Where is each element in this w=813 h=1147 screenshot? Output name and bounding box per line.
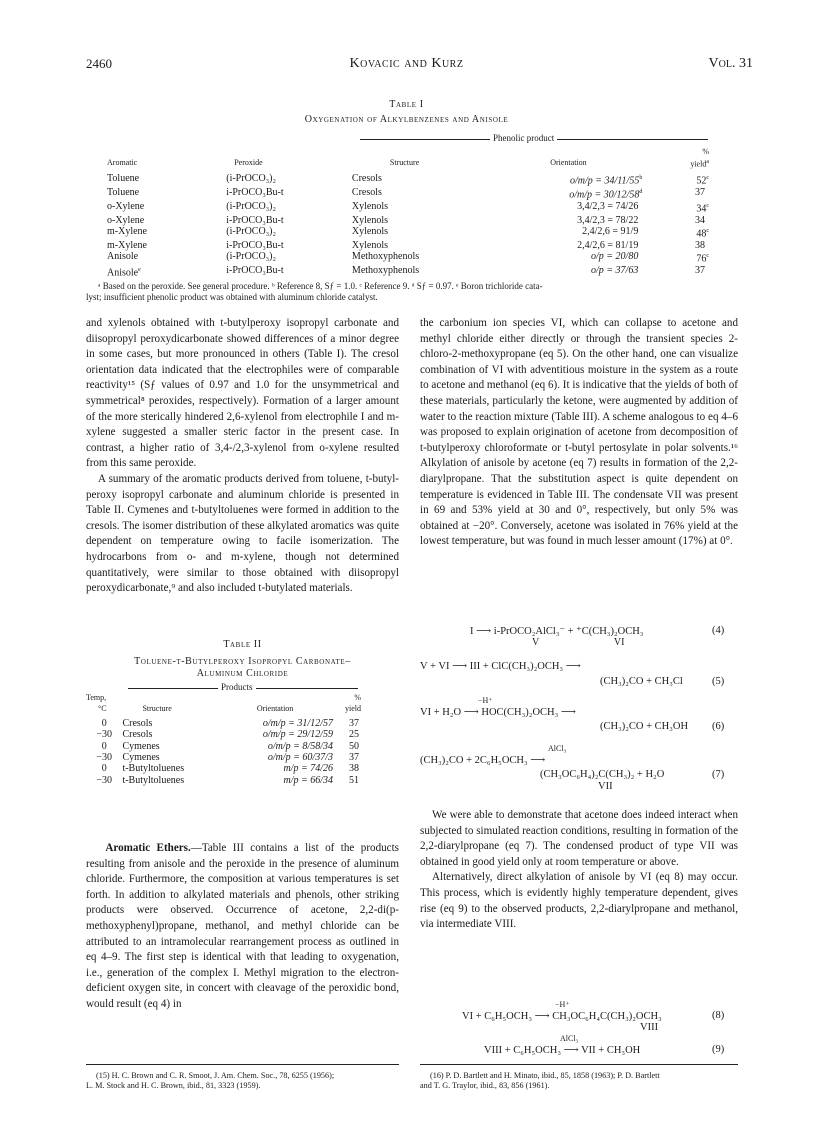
table-row: −30 Cymenes o/m/p = 60/37/3 37 bbox=[96, 752, 359, 764]
table1-col-peroxide: Peroxide bbox=[234, 158, 263, 168]
section-heading: Aromatic Ethers. bbox=[105, 842, 191, 854]
equation-5-line1: V + VI ⟶ III + ClC(CH₃)₂OCH₃ ⟶ bbox=[420, 661, 581, 672]
table1-col-yield: yield$^a$ bbox=[690, 159, 709, 170]
table1-col-orientation: Orientation bbox=[550, 158, 587, 168]
left-footnote-rule bbox=[86, 1064, 399, 1065]
equation-4-number: (4) bbox=[712, 625, 725, 636]
table-row: m-Xylene (i-PrOCO₃)₂ Xylenols 2,4/2,6 = 91/9 48$^c$ bbox=[107, 226, 709, 240]
table1-col-aromatic: Aromatic bbox=[107, 158, 138, 168]
paragraph: We were able to demonstrate that acetone does indeed interact when subjected to simulated reaction conditions, resulting in formation of the 2,2-diarylpropane (eq 7). The condensed product of type VII was obtained in good yield only at room temperature or above. bbox=[420, 809, 738, 868]
table-row: m-Xylene i-PrOCO₃Bu-t Xylenols 2,4/2,6 = 81/19 38 bbox=[107, 239, 705, 251]
table1-group-header bbox=[360, 133, 708, 145]
table-row: Toluene (i-PrOCO₃)₂ Cresols $o/m/p = 34/11/55^b$ 52$^c$ bbox=[107, 173, 709, 187]
references-left: (15) H. C. Brown and C. R. Smoot, J. Am. Chem. Soc., 78, 6255 (1956); L. M. Stock and H. C. Brown, ibid., 81, 3323 (1959). bbox=[86, 1071, 335, 1090]
equation-6-number: (6) bbox=[712, 721, 725, 732]
equation-7-number: (7) bbox=[712, 769, 725, 780]
equation-4: I ⟶ i-PrOCO₂AlCl₃⁻ + ⁺C(CH₃)₂OCH₃ bbox=[470, 626, 644, 637]
equation-5-number: (5) bbox=[712, 676, 725, 687]
table2-col-orientation: Orientation bbox=[256, 704, 294, 714]
paragraph: ​ Aromatic Ethers.—Table III contains a list of the products resulting from anisole and the peroxide in the presence of aluminum chloride. Furthermore, the composition at various temperatures is set forth. In addition to alkylated materials and phenols, other striking products were observed. Occurrence of acetone, 2,2-di(p-methoxyphenyl)propane, methanol, and methyl chloride can be attributed to an intramolecular rearrangement process as outlined in eq 4–9. The first step is identical with that leading to oxygenation, i.e., generation of the complex I. Methyl migration to the electron-deficient oxygen site, in concert with cleavage of the peroxidic bond, would result (eq 4) in bbox=[86, 842, 399, 1010]
paragraph: the carbonium ion species VI, which can collapse to acetone and methyl chloride either directly or through the transient species 2-chloro-2-methoxypropane (eq 5). On the other hand, one can visualize combination of VI with adventitious moisture in the system as a route to acetone and methanol (eq 6). It is indicative that the yields of both of these materials, particularly the ketone, were augmented by addition of water to the reaction mixture (Table III). A scheme analogous to eq 4–6 was proposed to explain origination of acetone from decomposition of t-butylperoxy chloroformate or t-butyl pertosylate in polar solvents.¹⁶ Alkylation of anisole by acetone (eq 7) results in formation of the 2,2-diarylpropane. That the substitution aspect is quite dependent on temperature is evidenced in Table III. The condensate VII was present in 69 and 53% yield at 30 and 0°, respectively, but only 5% was obtained at −20°. Conversely, acetone was isolated in 76% yield at the lowest temperature, but was found in much lesser amount (17%) at 0°. bbox=[420, 317, 738, 548]
equation-7-line2: (CH₃OC₆H₄)₂C(CH₃)₂ + H₂O bbox=[540, 769, 665, 780]
table2-col-yield: yield bbox=[345, 704, 361, 714]
left-column-text bbox=[86, 316, 399, 597]
volume-label: Vol. 31 bbox=[708, 56, 753, 71]
equation-6-line2: (CH₃)₂CO + CH₃OH bbox=[600, 721, 689, 732]
table-row: 0 Cresols o/m/p = 31/12/57 37 bbox=[101, 717, 359, 729]
table2-col-temp: Temp, bbox=[86, 693, 107, 702]
table-row: Toluene i-PrOCO₃Bu-t Cresols $o/m/p = 30/12/58^d$ 37 bbox=[107, 187, 705, 201]
equation-5-line2: (CH₃)₂CO + CH₃Cl bbox=[600, 676, 683, 687]
table2-col-degc: °C bbox=[98, 704, 107, 714]
table1-label: Table I bbox=[389, 99, 424, 110]
table-row: Anisole$^e$ i-PrOCO₃Bu-t Methoxyphenols o/p = 37/63 37 bbox=[107, 264, 705, 279]
table-row: 0 t-Butyltoluenes m/p = 74/26 38 bbox=[101, 763, 359, 775]
right-column-text-2 bbox=[420, 808, 738, 933]
equation-7-line1: (CH₃)₂CO + 2C₆H₅OCH₃ ⟶ bbox=[420, 755, 546, 766]
table1-title: Oxygenation of Alkylbenzenes and Anisole bbox=[304, 114, 509, 125]
equation-6-line1: VI + H₂O ⟶ HOC(CH₃)₂OCH₃ ⟶ bbox=[420, 707, 576, 718]
equation-8: VI + C₆H₅OCH₃ ⟶ CH₃OC₆H₄C(CH₃)₂OCH₃ bbox=[462, 1011, 662, 1022]
equation-4-labels: V VI bbox=[532, 637, 625, 648]
table2-col-pct: % bbox=[354, 693, 361, 702]
equation-7-label: VII bbox=[598, 781, 613, 792]
paragraph: A summary of the aromatic products derived from toluene, t-butyl-peroxy isopropyl carbonate and aluminum chloride is presented in Table II. Cymenes and t-butyltoluenes were formed in addition to the cresols. The isomer distribution of these alkylated aromatics was quite dependent on temperature owing to facile isomerization. The hydrocarbons from o- and m-xylene, though not determined quantitatively, were similar to those obtained with diisopropyl peroxydicarbonate,⁹ and also included t-butylated materials. bbox=[86, 472, 399, 595]
left-column-aromatic-ethers bbox=[86, 841, 399, 1013]
table2-group-label: Products bbox=[218, 682, 256, 692]
equation-9-over: AlCl₃ bbox=[560, 1034, 579, 1043]
page-number: 2460 bbox=[86, 56, 112, 71]
equation-7-over: AlCl₃ bbox=[548, 744, 567, 753]
table-row: 0 Cymenes o/m/p = 8/58/34 50 bbox=[101, 740, 359, 752]
equation-8-label: VIII bbox=[640, 1022, 659, 1033]
table2-col-structure: Structure bbox=[142, 704, 172, 714]
table1 bbox=[107, 146, 709, 279]
table1-col-pct: % bbox=[702, 147, 709, 156]
table-row: o-Xylene (i-PrOCO₃)₂ Xylenols 3,4/2,3 = 74/26 34$^c$ bbox=[107, 200, 709, 215]
table-row: −30 t-Butyltoluenes m/p = 66/34 51 bbox=[96, 774, 359, 786]
table2-label: Table II bbox=[223, 639, 262, 650]
paragraph: and xylenols obtained with t-butylperoxy isopropyl carbonate and diisopropyl peroxydicarbonate showed differences of a minor degree in some cases, but more pronounced in others (Table I). The cresol orientation data indicated that the electrophiles were of comparable reactivity¹⁵ (Sƒ values of 0.97 and 1.0 for the unsymmetrical and symmetrical⁸ peroxides, respectively). Formation of a larger amount of the more sterically hindered 2,6-xylenol from electrophile I and m-xylene suggested a smaller steric factor in the present case. In contrast, a higher ratio of 3,4-/2,3-xylenol from o-xylene resulted from this same peroxide. bbox=[86, 317, 399, 470]
references-right: (16) P. D. Bartlett and H. Minato, ibid., 85, 1858 (1963); P. D. Bartlett and T. G. Traylor, ibid., 83, 856 (1961). bbox=[420, 1071, 660, 1090]
paragraph: Alternatively, direct alkylation of anisole by VI (eq 8) may occur. This process, which is evidently highly temperature dependent, gives rise (eq 9) to the observed products, 2,2-diarylpropane and methanol, via intermediate VIII. bbox=[420, 871, 738, 931]
table1-group-label: Phenolic product bbox=[490, 133, 557, 143]
equation-9-number: (9) bbox=[712, 1044, 725, 1055]
table1-footnote: ᵃ Based on the peroxide. See general procedure. ᵇ Reference 8, Sƒ = 1.0. ᶜ Reference 9. ᵈ Sƒ = 0.97. ᵉ Boron trichloride cata- lyst; insufficient phenolic product was obtained with aluminum chloride catalyst. bbox=[86, 281, 543, 302]
equation-8-over: −H⁺ bbox=[555, 1000, 570, 1009]
table-row: Anisole (i-PrOCO₃)₂ Methoxyphenols o/p = 20/80 76$^c$ bbox=[107, 251, 709, 265]
right-column-text bbox=[420, 316, 738, 550]
table1-col-structure: Structure bbox=[389, 158, 420, 168]
table2 bbox=[86, 692, 361, 786]
equation-8-number: (8) bbox=[712, 1010, 725, 1021]
right-footnote-rule bbox=[420, 1064, 738, 1065]
running-head-authors: Kovacic and Kurz bbox=[349, 56, 464, 71]
table2-title-line1: Toluene-t-Butylperoxy Isopropyl Carbonate– bbox=[134, 656, 351, 667]
table2-title-line2: Aluminum Chloride bbox=[196, 668, 289, 679]
table-row: −30 Cresols o/m/p = 29/12/59 25 bbox=[96, 729, 359, 741]
equation-6-over: −H⁺ bbox=[478, 696, 493, 705]
equation-9: VIII + C₆H₅OCH₃ ⟶ VII + CH₃OH bbox=[484, 1045, 641, 1056]
table-row: o-Xylene i-PrOCO₃Bu-t Xylenols 3,4/2,3 = 78/22 34 bbox=[107, 214, 705, 226]
